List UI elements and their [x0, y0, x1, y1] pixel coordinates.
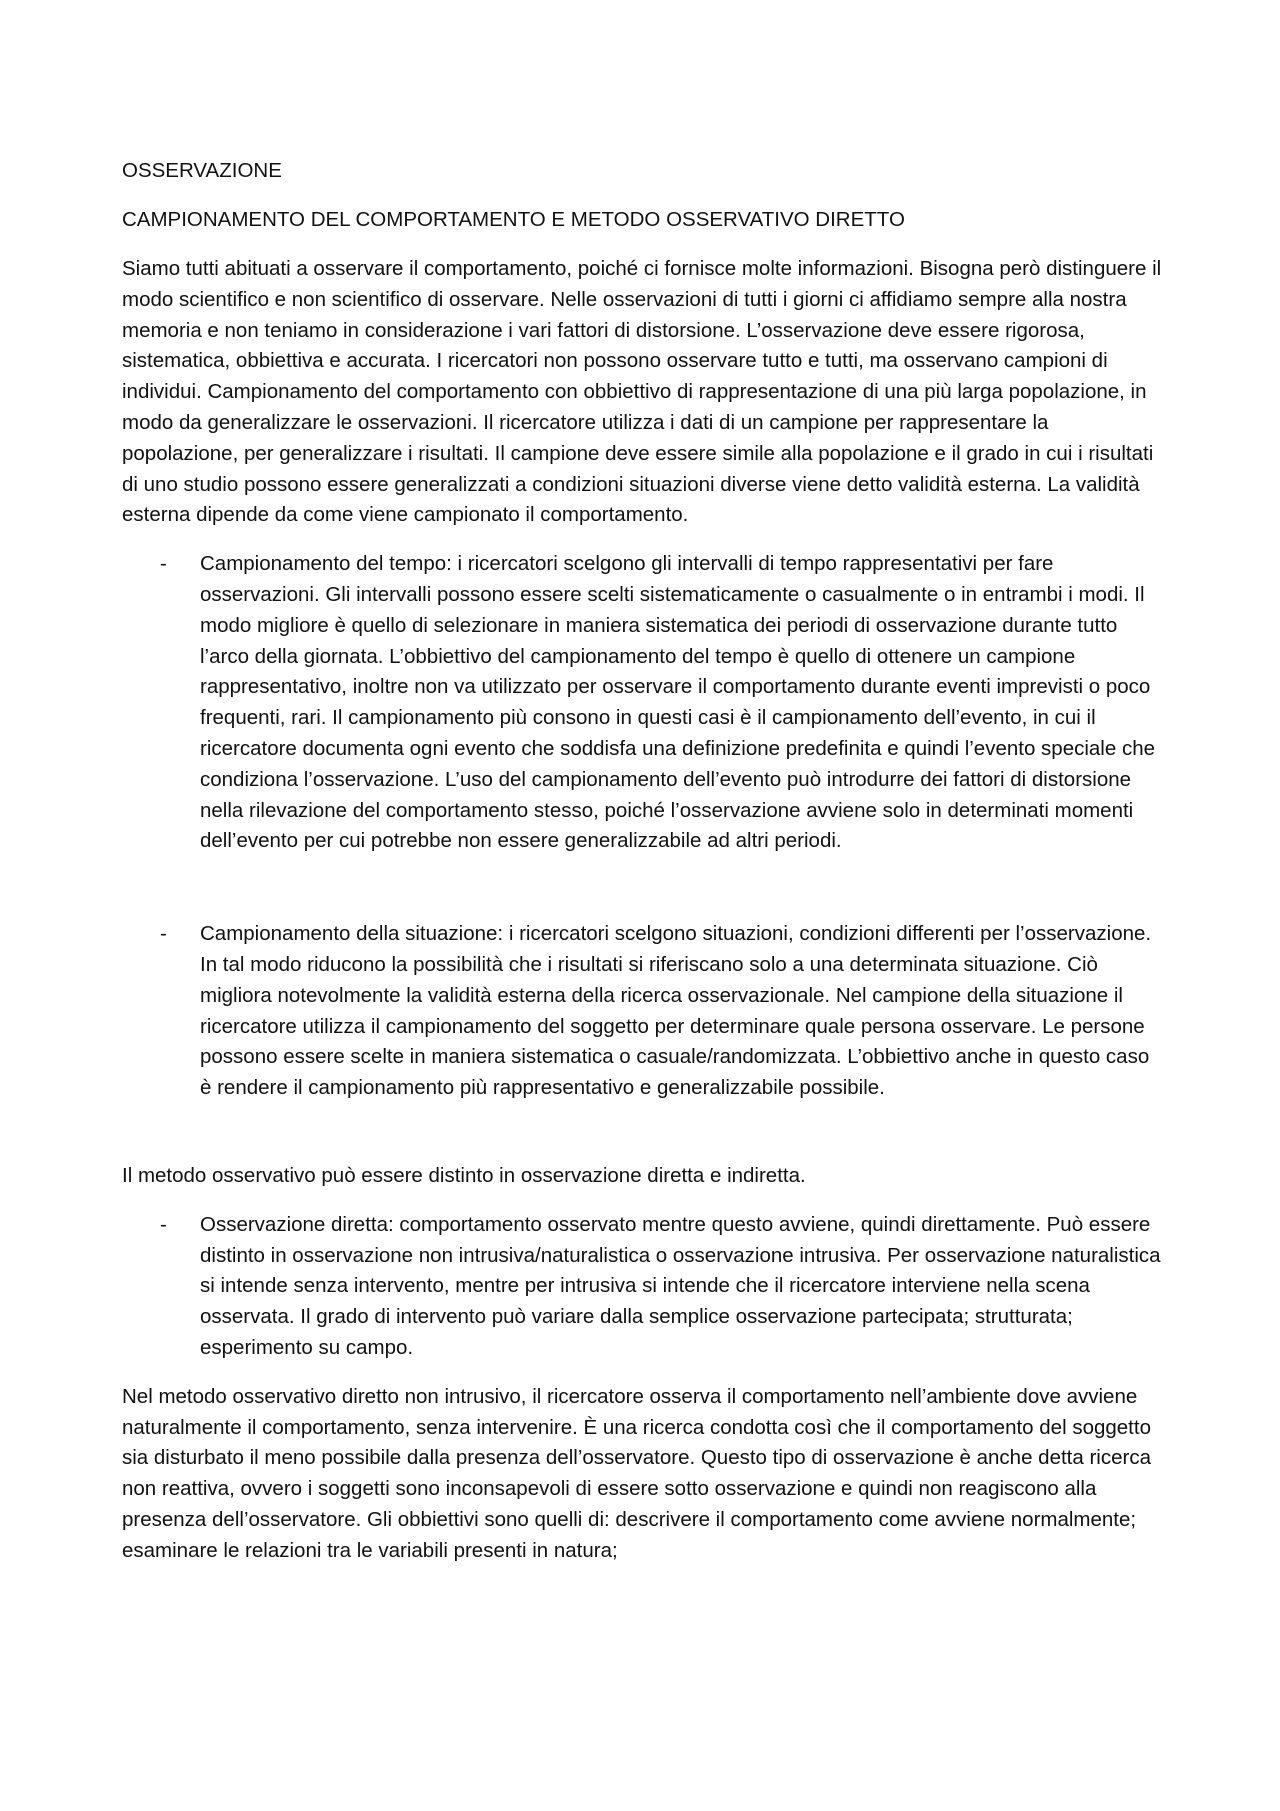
list-item-direct-observation — [122, 1210, 1162, 1364]
closing-paragraph: Nel metodo osservativo diretto non intrusivo, il ricercatore osserva il comportamento nell’ambiente dove avviene naturalmente il comportamento, senza intervenire. È una ricerca condotta così che il comportamento del soggetto sia disturbato il meno possibile dalla presenza dell’osservatore. Questo tipo di osservazione è anche detta ricerca non reattiva, ovvero i soggetti sono inconsapevoli di essere sotto osservazione e quindi non reagiscono alla presenza dell’osservatore. Gli obbiettivi sono quelli di: descrivere il comportamento come avviene normalmente; esaminare le relazioni tra le variabili presenti in natura; — [122, 1384, 1151, 1562]
method-intro-paragraph: Il metodo osservativo può essere distinto in osservazione diretta e indiretta. — [122, 1163, 806, 1187]
blank-line — [122, 857, 1162, 919]
list-item-text: Campionamento del tempo: i ricercatori scelgono gli intervalli di tempo rappresentativi per fare osservazioni. Gli intervalli possono essere scelti sistematicamente o casualmente o in entrambi i modi. Il modo migliore è quello di selezionare in maniera sistematica dei periodi di osservazione durante tutto l’arco della giornata. L’obbiettivo del campionamento del tempo è quello di ottenere un campione rappresentativo, inoltre non va utilizzato per osservare il comportamento durante eventi imprevisti o poco frequenti, rari. Il campionamento più consono in questi casi è il campionamento dell’evento, in cui il ricercatore documenta ogni evento che soddisfa una definizione predefinita e quindi l’evento speciale che condiziona l’osservazione. L’uso del campionamento dell’evento può introdurre dei fattori di distorsione nella rilevazione del comportamento stesso, poiché l’osservazione avviene solo in determinati momenti dell’evento per cui potrebbe non essere generalizzabile ad altri periodi. — [200, 552, 1156, 853]
list-item-situation-sampling — [122, 919, 1162, 1104]
document-title: OSSERVAZIONE — [122, 159, 282, 182]
blank-line — [122, 1364, 1162, 1382]
blank-line — [122, 1104, 1162, 1161]
list-item-text: Osservazione diretta: comportamento osservato mentre questo avviene, quindi direttamente. Può essere distinto in osservazione non intrusiva/naturalistica o osservazione intrusiva. Per osservazione naturalistica si intende senza intervento, mentre per intrusiva si intende che il ricercatore interviene nella scena osservata. Il grado di intervento può variare dalla semplice osservazione partecipata; strutturata; esperimento su campo. — [200, 1212, 1161, 1359]
bullet-dash: - — [160, 1212, 167, 1236]
list-item-time-sampling — [122, 549, 1162, 857]
bullet-dash: - — [160, 552, 167, 576]
list-item-text: Campionamento della situazione: i ricercatori scelgono situazioni, condizioni differenti per l’osservazione. In tal modo riducono la possibilità che i risultati si riferiscano solo a una determinata situazione. Ciò migliora notevolmente la validità esterna della ricerca osservazionale. Nel campione della situazione il ricercatore utilizza il campionamento del soggetto per determinare quale persona osservare. Le persone possono essere scelte in maniera sistematica o casuale/randomizzata. L’obbiettivo anche in questo caso è rendere il campionamento più rappresentativo e generalizzabile possibile. — [200, 922, 1152, 1100]
document-body — [122, 156, 1162, 1584]
intro-paragraph: Siamo tutti abituati a osservare il comportamento, poiché ci fornisce molte informazioni. Bisogna però distinguere il modo scientifico e non scientifico di osservare. Nelle osservazioni di tutti i giorni ci affidiamo sempre alla nostra memoria e non teniamo in considerazione i vari fattori di distorsione. L’osservazione deve essere rigorosa, sistematica, obbiettiva e accurata. I ricercatori non possono osservare tutto e tutti, ma osservano campioni di individui. Campionamento del comportamento con obbiettivo di rappresentazione di una più larga popolazione, in modo da generalizzare le osservazioni. Il ricercatore utilizza i dati di un campione per rappresentare la popolazione, per generalizzare i risultati. Il campione deve essere simile alla popolazione e il grado in cui i risultati di uno studio possono essere generalizzati a condizioni situazioni diverse viene detto validità esterna. La validità esterna dipende da come viene campionato il comportamento. — [122, 257, 1162, 527]
bullet-dash: - — [160, 922, 167, 946]
document-subtitle: CAMPIONAMENTO DEL COMPORTAMENTO E METODO OSSERVATIVO DIRETTO — [122, 208, 905, 231]
